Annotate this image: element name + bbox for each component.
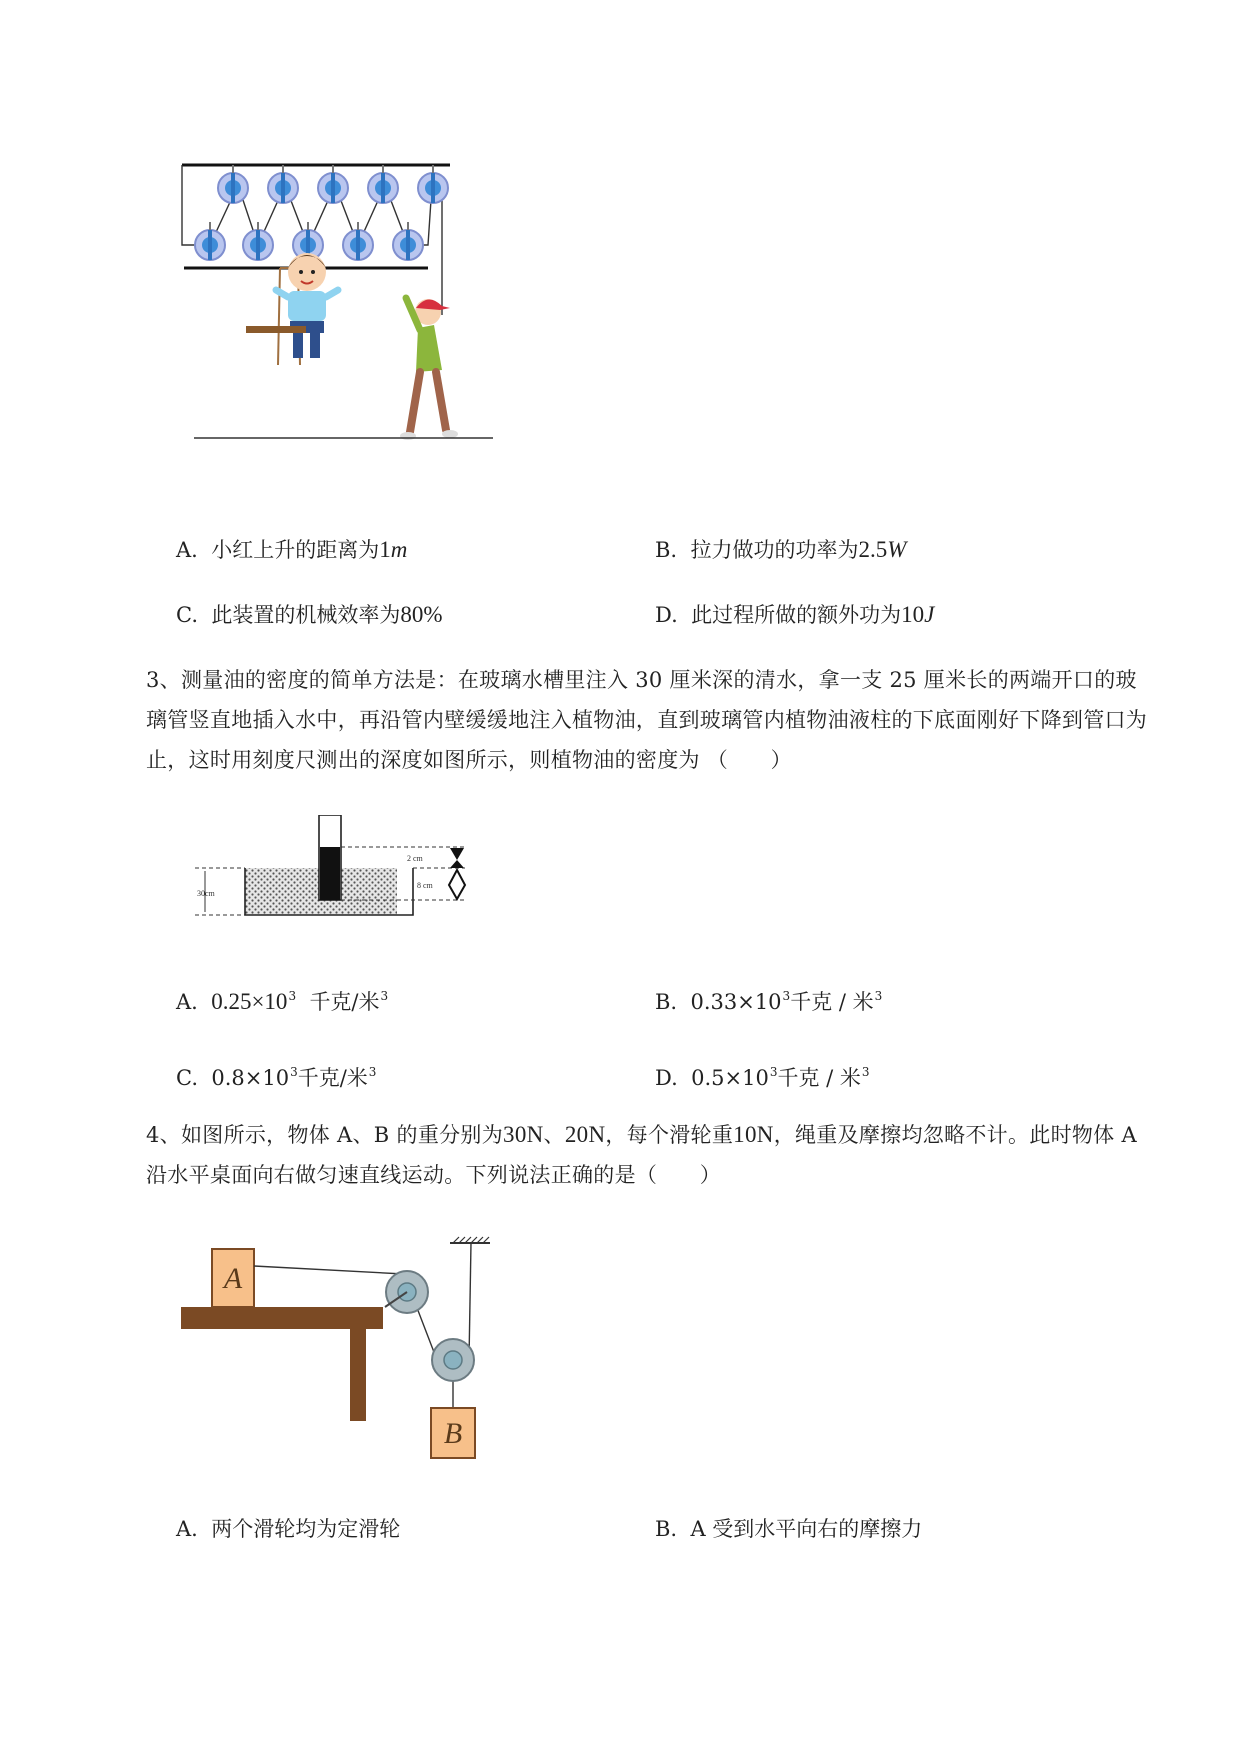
pulling-person: [400, 298, 458, 440]
q2-option-c[interactable]: C. 此装置的机械效率为80%: [176, 602, 443, 627]
oil-density-figure: [185, 815, 485, 925]
block-a-label: A: [223, 1262, 243, 1295]
q3-option-a[interactable]: A. $0.25\times 10^3$ 千克/米$^3$: [176, 989, 389, 1014]
q2-option-a[interactable]: A. 小红上升的距离为1m: [176, 537, 408, 562]
swing-child: [246, 253, 338, 365]
q3-option-d[interactable]: D. $0.5\times 10^3$千克 / 米$^3$: [655, 1065, 870, 1090]
q2-option-b[interactable]: B. 拉力做功的功率为2.5W: [655, 537, 907, 562]
fixed-pulleys: [218, 165, 448, 203]
depth-label-top: 2 cm: [407, 854, 423, 863]
q2-option-d[interactable]: D. 此过程所做的额外功为10J: [655, 602, 935, 627]
question-3: 3、测量油的密度的简单方法是：在玻璃水槽里注入 30 厘米深的清水，拿一支 25 厘米长的两端开口的玻璃管竖直地插入水中，再沿管内壁缓缓地注入植物油，直到玻璃管内植物油液柱的下底面刚好下降到管口为止，这时用刻度尺测出的深度如图所示，则植物油的密度为 （ ）: [146, 668, 1148, 772]
block-b-label: B: [443, 1417, 463, 1450]
depth-label-mid: 8 cm: [417, 881, 433, 890]
fixed-pulley: [385, 1271, 428, 1313]
pulley-table-figure: [175, 1225, 505, 1475]
depth-label-left: 30cm: [197, 889, 215, 898]
q3-option-c[interactable]: C. $0.8\times 10^3$千克/米$^3$: [176, 1065, 377, 1090]
movable-pulley: [432, 1339, 474, 1381]
q4-option-b[interactable]: B. A 受到水平向右的摩擦力: [655, 1517, 923, 1541]
q4-option-a[interactable]: A. 两个滑轮均为定滑轮: [176, 1517, 401, 1541]
pulley-swing-figure: [170, 150, 560, 500]
q3-option-b[interactable]: B. $0.33\times 10^3$千克 / 米$^3$: [655, 989, 883, 1014]
question-4: 4、如图所示，物体 A、B 的重分别为30N、20N，每个滑轮重10N，绳重及摩擦均忽略不计。此时物体 A 沿水平桌面向右做匀速直线运动。下列说法正确的是（ ）: [146, 1122, 1137, 1187]
